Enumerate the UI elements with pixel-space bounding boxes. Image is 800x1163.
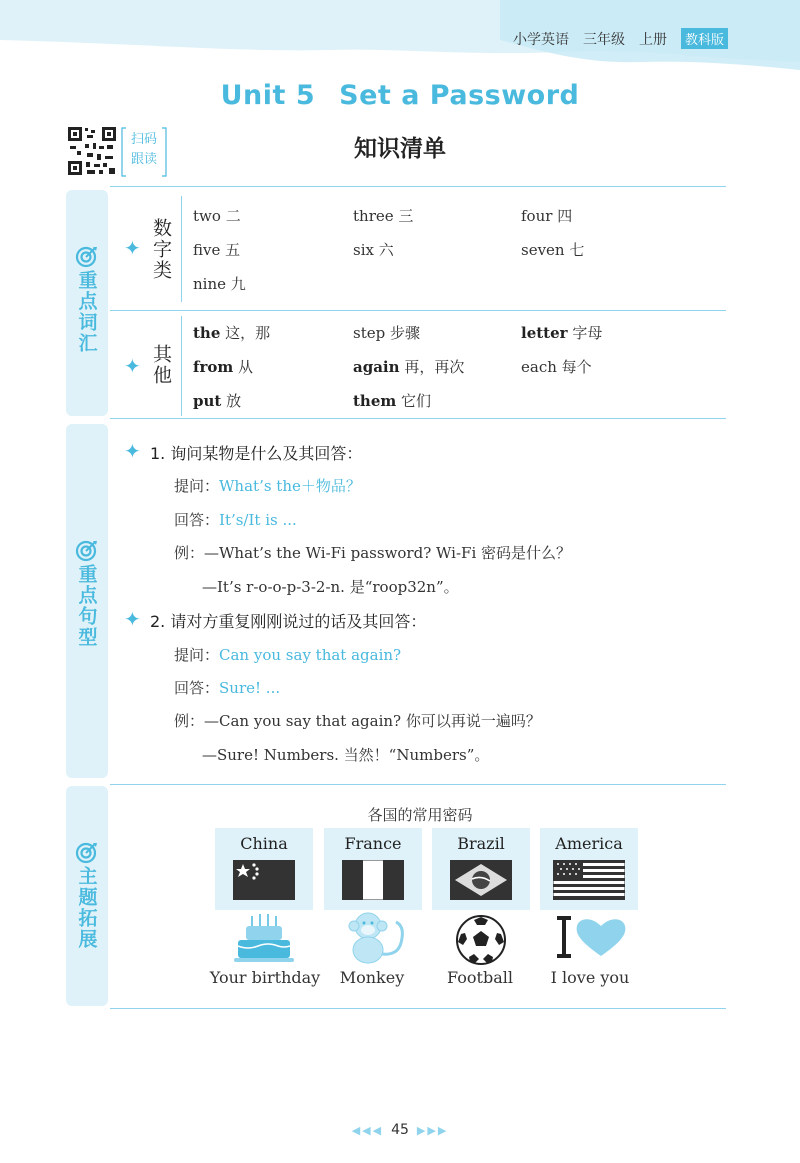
diamond-bullet-icon: ✦ bbox=[124, 354, 141, 378]
sentence-example-a: —Sure! Numbers. 当然！“Numbers”。 bbox=[202, 746, 490, 764]
brazil-flag-icon bbox=[450, 860, 512, 900]
theme-caption: 各国的常用密码 bbox=[367, 806, 473, 824]
sentence-ask: 提问：What’s the＋物品？ bbox=[174, 477, 361, 495]
target-icon bbox=[75, 244, 99, 268]
country-card-china bbox=[215, 828, 313, 910]
sentence-answer: 回答：Sure! ... bbox=[174, 679, 281, 697]
vocab-word: put 放 bbox=[193, 392, 242, 410]
tab-key-vocabulary bbox=[66, 190, 108, 416]
country-name: Brazil bbox=[457, 834, 505, 853]
tab-key-sentences bbox=[66, 424, 108, 778]
tab-label: 重点词汇 bbox=[75, 270, 98, 354]
volume: 上册 bbox=[638, 31, 667, 48]
unit-number: Unit 5 bbox=[220, 80, 316, 111]
vocab-word: step 步骤 bbox=[353, 324, 421, 342]
edition-badge: 教科版 bbox=[681, 28, 728, 49]
vocab-word: six 六 bbox=[353, 241, 394, 259]
tab-label: 重点句型 bbox=[75, 564, 98, 648]
vocab-word: from 从 bbox=[193, 358, 254, 376]
sentence-answer: 回答：It’s/It is ... bbox=[174, 511, 297, 529]
vocab-word: letter 字母 bbox=[521, 324, 603, 342]
subject: 小学英语 bbox=[512, 31, 569, 48]
divider bbox=[110, 310, 726, 311]
scan-line-1: 扫码 bbox=[130, 132, 157, 147]
target-icon bbox=[75, 840, 99, 864]
sentence-example-q: 例：—What’s the Wi-Fi password? Wi-Fi 密码是什么？ bbox=[174, 544, 572, 562]
category-others: 其他 bbox=[150, 344, 172, 386]
sentence-example-q: 例：—Can you say that again? 你可以再说一遍吗？ bbox=[174, 712, 541, 730]
book-header bbox=[513, 28, 728, 49]
diamond-bullet-icon: ✦ bbox=[124, 439, 141, 463]
usa-flag-icon bbox=[553, 860, 625, 900]
diamond-bullet-icon: ✦ bbox=[124, 236, 141, 260]
divider bbox=[110, 186, 726, 187]
divider bbox=[181, 196, 182, 302]
vocab-word: each 每个 bbox=[521, 358, 592, 376]
password-label: I love you bbox=[550, 968, 630, 987]
diamond-bullet-icon: ✦ bbox=[124, 607, 141, 631]
birthday-cake-icon bbox=[232, 912, 296, 964]
unit-title bbox=[0, 80, 800, 111]
password-label: Monkey bbox=[339, 968, 405, 987]
sentence-heading: 1. 询问某物是什么及其回答： bbox=[150, 444, 363, 463]
france-flag-icon bbox=[342, 860, 404, 900]
divider bbox=[110, 784, 726, 785]
page-number bbox=[0, 1122, 800, 1138]
vocab-word: three 三 bbox=[353, 207, 414, 225]
page-number-value: 45 bbox=[391, 1122, 409, 1138]
vocab-word: nine 九 bbox=[193, 275, 246, 293]
category-numbers: 数字类 bbox=[150, 218, 172, 281]
password-label: Your birthday bbox=[209, 968, 321, 987]
vocab-word: five 五 bbox=[193, 241, 241, 259]
vocab-word: them 它们 bbox=[353, 392, 432, 410]
country-name: France bbox=[344, 834, 402, 853]
divider bbox=[110, 1008, 726, 1009]
left-arrows-icon: ◀◀◀ bbox=[351, 1124, 384, 1137]
scan-line-2: 跟读 bbox=[130, 152, 157, 167]
sentence-ask: 提问：Can you say that again? bbox=[174, 646, 402, 664]
country-card-france bbox=[324, 828, 422, 910]
china-flag-icon bbox=[233, 860, 295, 900]
vocab-word: seven 七 bbox=[521, 241, 585, 259]
sentence-heading: 2. 请对方重复刚刚说过的话及其回答： bbox=[150, 612, 427, 631]
country-name: China bbox=[240, 834, 288, 853]
grade: 三年级 bbox=[582, 31, 625, 48]
vocab-word: the 这，那 bbox=[193, 324, 271, 342]
right-arrows-icon: ▶▶▶ bbox=[416, 1124, 449, 1137]
target-icon bbox=[75, 538, 99, 562]
football-icon bbox=[455, 914, 507, 966]
vocab-word: again 再，再次 bbox=[353, 358, 465, 376]
vocab-word: four 四 bbox=[521, 207, 573, 225]
password-label: Football bbox=[447, 968, 513, 987]
section-title: 知识清单 bbox=[354, 136, 446, 162]
divider bbox=[181, 316, 182, 416]
tab-label: 主题拓展 bbox=[75, 866, 98, 950]
divider bbox=[110, 418, 726, 419]
country-name: America bbox=[555, 834, 623, 853]
country-card-america bbox=[540, 828, 638, 910]
i-love-you-icon bbox=[553, 914, 629, 964]
monkey-icon bbox=[338, 908, 410, 966]
country-card-brazil bbox=[432, 828, 530, 910]
unit-name: Set a Password bbox=[339, 80, 580, 111]
sentence-example-a: —It’s r-o-o-p-3-2-n. 是“roop32n”。 bbox=[202, 578, 459, 596]
vocab-word: two 二 bbox=[193, 207, 241, 225]
